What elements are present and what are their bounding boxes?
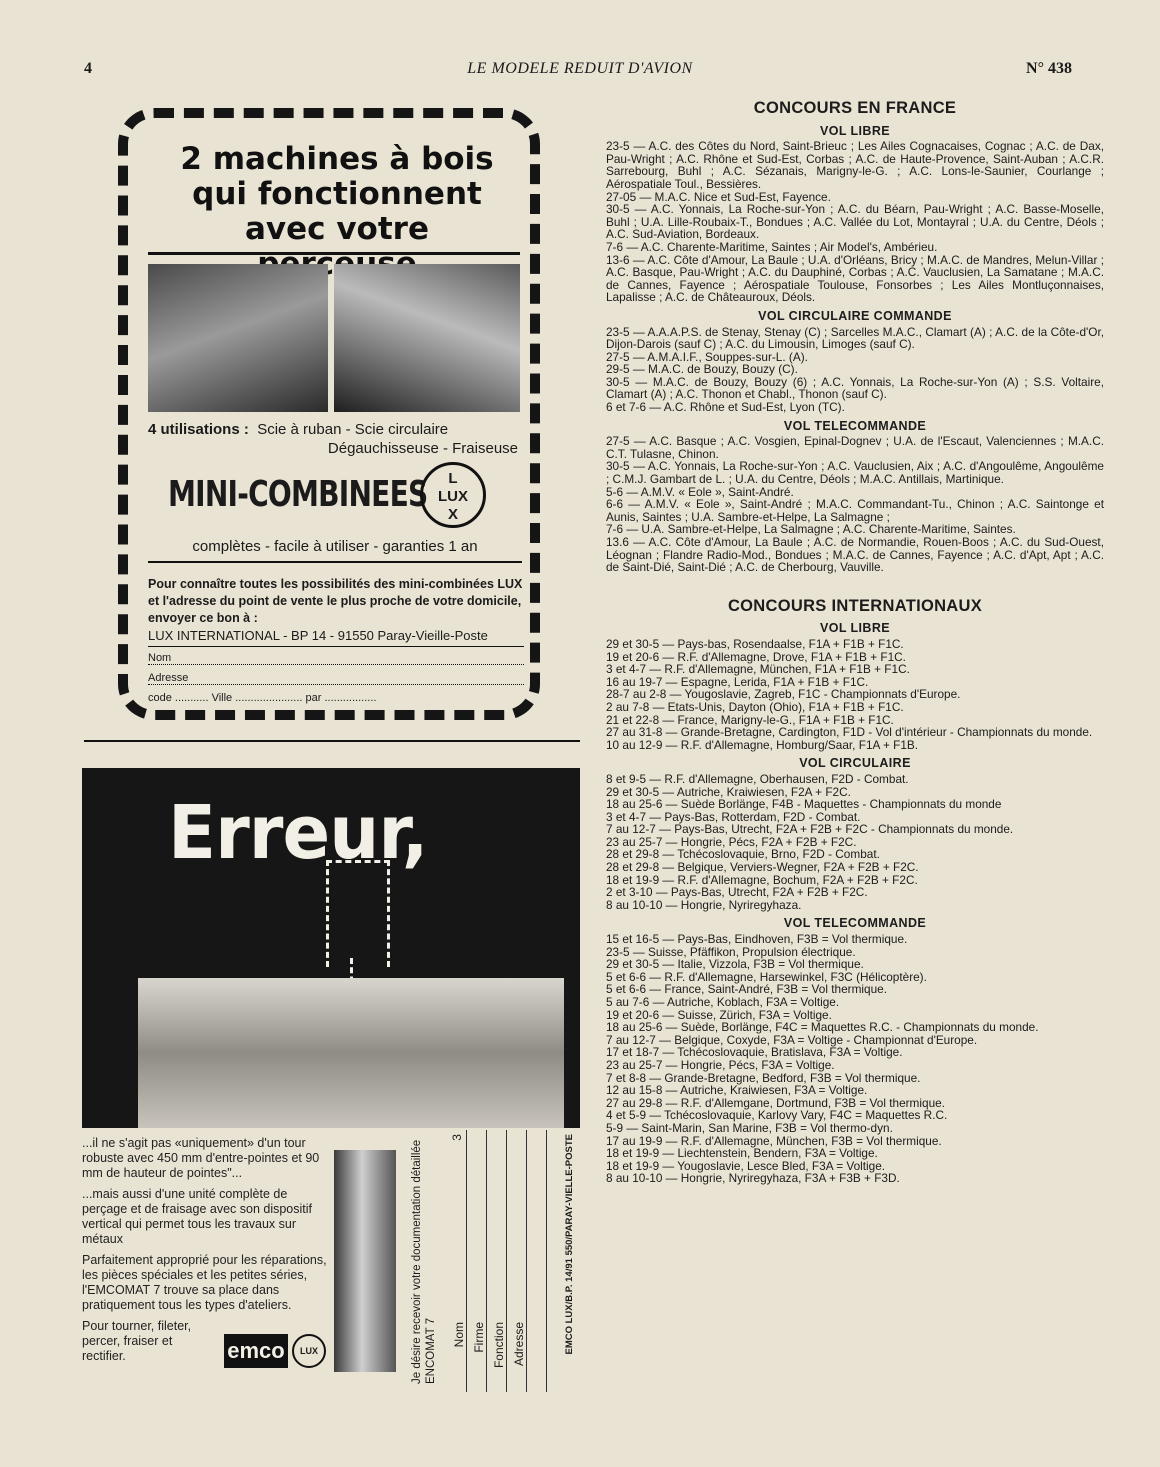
coupon-request: Je désire recevoir votre documentation détaillée ENCOMAT 7 bbox=[411, 1139, 437, 1384]
list-item: 27 au 31-8 — Grande-Bretagne, Cardington, F1D - Vol d'intérieur - Championnats du monde. bbox=[606, 725, 1093, 740]
ad-separator bbox=[84, 740, 580, 742]
list-item: 13-6 — A.C. Côte d'Amour, La Baule ; U.A. d'Orléans, Bricy ; M.A.C. de Mandres, Melun-Villar ; A.C. Basque, Pau-Wright ; A.C. du Dauphiné, Corbas ; A.C. Vauclusien, La Samatane ; M.A.C. de Cannes, Fayence ; Aérospatiale Toulouse, Fonsorbes ; Les Ailes Montluçonnaises, Lapalisse ; A.C. de Châteauroux, Déols. bbox=[606, 252, 1104, 305]
list-item: 23-5 — A.C. des Côtes du Nord, Saint-Brieuc ; Les Ailes Cognacaises, Cognac ; A.C. de Dax, Pau-Wright ; A.C. Rhône et Sud-Est, Corbas ; A.C. de Haute-Provence, Saint-Auban ; A.C.R. Sarrebourg, Buhl ; A.C. Sézanais, Marigny-le-G. ; A.C. Lons-le-Saunier, Courlange ; Aérospatiale Toul., Bessières. bbox=[606, 139, 1104, 191]
list-item: 8 et 9-5 — R.F. d'Allemagne, Oberhausen, F2D - Combat. bbox=[606, 771, 909, 786]
list-item: 18 au 25-6 — Suède Borlänge, F4B - Maquettes - Championnats du monde bbox=[606, 797, 1002, 812]
list-item: 6-6 — A.M.V. « Eole », Saint-André ; M.A.C. Commandant-Tu., Chinon ; A.C. Saintonge et Aunis, Saintes ; U.A. Sambre-et-Helpe, La Salmagne ; bbox=[606, 497, 1104, 524]
section-heading: VOL LIBRE bbox=[819, 123, 891, 138]
emco-logo: emco bbox=[224, 1334, 288, 1368]
list-item: 8 au 10-10 — Hongrie, Nyriregyhaza, F3A + F3B + F3D. bbox=[606, 1171, 900, 1186]
list-item: 6 et 7-6 — A.C. Rhône et Sud-Est, Lyon (TC). bbox=[606, 400, 845, 415]
list-item: 28-7 au 2-8 — Yougoslavie, Zagreb, F1C - Championnats d'Europe. bbox=[606, 687, 961, 702]
list-item: 10 au 12-9 — R.F. d'Allemagne, Homburg/Saar, F1A + F1B. bbox=[606, 737, 919, 752]
list-item: 7-6 — A.C. Charente-Maritime, Saintes ; Air Model's, Ambérieu. bbox=[606, 239, 938, 254]
list-item: 29 et 30-5 — Pays-bas, Rosendaalse, F1A + F1B + F1C. bbox=[606, 636, 904, 651]
coupon-field-nom: Nom bbox=[148, 652, 524, 665]
features-line: complètes - facile à utiliser - garanties 1 an bbox=[148, 538, 522, 563]
list-item: 15 et 16-5 — Pays-Bas, Eindhoven, F3B = Vol thermique. bbox=[606, 932, 908, 947]
list-item: 27 au 29-8 — R.F. d'Allemgane, Dortmund, F3B = Vol thermique. bbox=[606, 1095, 945, 1110]
list-item: 30-5 — A.C. Yonnais, La Roche-sur-Yon ; A.C. du Béarn, Pau-Wright ; A.C. Basse-Moselle, Buhl ; U.A. Lille-Roubaix-T., Bondues ; A.C. Vallée du Lot, Montayral ; U.A. du Centre, Déols ; A.C. Sud-Aviation, Bordeaux. bbox=[606, 202, 1104, 242]
coupon-line bbox=[526, 1130, 527, 1392]
coupon-info: Pour connaître toutes les possibilités des mini-combinées LUX et l'adresse du point de vente le plus proche de votre domicile, envoyer ce bon à : bbox=[148, 577, 523, 625]
list-item: 27-05 — M.A.C. Nice et Sud-Est, Fayence. bbox=[606, 189, 831, 204]
section-heading: VOL CIRCULAIRE bbox=[799, 756, 911, 771]
list-item: 30-5 — A.C. Yonnais, La Roche-sur-Yon ; A.C. Vauclusien, Aix ; A.C. d'Angoulême, Angoulême ; C.M.J. Gambart de L. ; U.A. du Centre, Déols ; M.A.C. Antillais, Martinique. bbox=[606, 459, 1104, 487]
list-item: 28 et 29-8 — Tchécoslovaquie, Brno, F2D - Combat. bbox=[606, 847, 880, 862]
list-item: 19 et 20-6 — R.F. d'Allemagne, Drove, F1A + F1B + F1C. bbox=[606, 649, 906, 664]
lux-headline: 2 machines à bois qui fonctionnent avec votre bbox=[180, 141, 494, 247]
field-adresse: Adresse bbox=[512, 1322, 526, 1367]
list-item: 12 au 15-8 — Autriche, Kraiwiesen, F3A = Voltige. bbox=[606, 1083, 868, 1098]
milling-unit-photo bbox=[334, 1150, 396, 1372]
section-heading: VOL TELECOMMANDE bbox=[783, 418, 927, 433]
list-item: 17 et 18-7 — Tchécoslovaquie, Bratislava, F3A = Voltige. bbox=[606, 1045, 903, 1060]
section-heading: VOL TELECOMMANDE bbox=[783, 916, 927, 931]
list-item: 23 au 25-7 — Hongrie, Pécs, F3A = Voltige. bbox=[606, 1057, 835, 1072]
international-title: CONCOURS INTERNATIONAUX bbox=[727, 596, 983, 615]
list-item: 21 et 22-8 — France, Marigny-le-G., F1A + F1B + F1C. bbox=[606, 712, 894, 727]
list-item: 18 au 25-6 — Suède, Borlänge, F4C = Maquettes R.C. - Championnats du monde. bbox=[606, 1020, 1039, 1035]
emco-body-text: ...il ne s'agit pas «uniquement» d'un tour robuste avec 450 mm d'entre-pointes et 90 mm de hauteur de pointes"... ...mais aussi d'une unité complète de perçage et de fraisage avec son dispositif vertical qui permet tous les travaux sur métaux Parfaitement approprié pour les réparations, les pièces spéciales et les petites séries, l'EMCOMAT 7 trouve sa place dans pratiquement tous les types d'ateliers. Pour tourner, fileter, percer, fraiser et rectifier. bbox=[82, 1136, 327, 1363]
list-item: 5-9 — Saint-Marin, San Marine, F3B = Vol thermo-dyn. bbox=[606, 1120, 893, 1135]
list-item: 2 au 7-8 — Etats-Unis, Dayton (Ohio), F1A + F1B + F1C. bbox=[606, 699, 904, 714]
list-item: 8 au 10-10 — Hongrie, Nyriregyhaza. bbox=[606, 897, 802, 912]
list-item: 27-5 — A.C. Basque ; A.C. Vosgien, Epinal-Dognev ; U.A. de l'Escaut, Valenciennes ; M.A.C. C.T. Tulasne, Chinon. bbox=[606, 434, 1104, 461]
list-item: 13.6 — A.C. Côte d'Amour, La Baule ; A.C. de Normandie, Rouen-Boos ; A.C. du Sud-Ouest, Léognan ; Flandre Radio-Mod., Bondues ; M.A.C. de Cannes, Fayence ; A.C. d'Apt, Apt ; A.C. de Saint-Dié, Saint-Dié ; A.C. de Cherbourg, Vauville. bbox=[606, 535, 1104, 575]
lux-small-logo: LUX bbox=[292, 1334, 326, 1368]
coupon-line bbox=[466, 1130, 467, 1392]
emco-photo-panel bbox=[82, 768, 580, 1128]
france-title: CONCOURS EN FRANCE bbox=[753, 99, 957, 117]
magazine-title: LE MODELE REDUIT D'AVION bbox=[467, 60, 693, 77]
coupon-field-code: code ........... Ville ...................... par ................. bbox=[148, 692, 377, 704]
section-heading: VOL CIRCULAIRE COMMANDE bbox=[758, 308, 952, 323]
page-number: 4 bbox=[84, 60, 92, 77]
lux-advertisement bbox=[118, 108, 540, 720]
emco-headline: Erreur, bbox=[168, 790, 428, 876]
list-item: 2 et 3-10 — Pays-Bas, Utrecht, F2A + F2B + F2C. bbox=[606, 885, 868, 900]
list-item: 4 et 5-9 — Tchécoslovaquie, Karlovy Vary, F4C = Maquettes R.C. bbox=[606, 1108, 948, 1123]
coupon-line bbox=[546, 1130, 547, 1392]
coupon-field-adresse: Adresse bbox=[148, 672, 524, 685]
list-item: 5 au 7-6 — Autriche, Koblach, F3A = Voltige. bbox=[606, 995, 840, 1009]
list-item: 30-5 — M.A.C. de Bouzy, Bouzy (6) ; A.C. Yonnais, La Roche-sur-Yon (A) ; S.S. Voltaire, Clamart (A) ; A.C. Thonon et Chabl., Thonon (sauf C). bbox=[606, 374, 1104, 402]
list-item: 3 et 4-7 — R.F. d'Allemagne, München, F1A + F1B + F1C. bbox=[606, 662, 910, 677]
list-item: 18 et 19-9 — R.F. d'Allemagne, Bochum, F2A + F2B + F2C. bbox=[606, 872, 918, 887]
list-item: 27-5 — A.M.A.I.F., Souppes-sur-L. (A). bbox=[606, 349, 808, 364]
list-item: 7 au 12-7 — Belgique, Coxyde, F3A = Voltige - Championnat d'Europe. bbox=[606, 1032, 978, 1047]
list-item: 28 et 29-8 — Belgique, Verviers-Wegner, F2A + F2B + F2C. bbox=[606, 860, 919, 875]
issue-number: N° 438 bbox=[1026, 60, 1072, 77]
list-item: 29 et 30-5 — Autriche, Kraiwiesen, F2A + F2C. bbox=[606, 784, 851, 799]
list-item: 5 et 6-6 — France, Saint-André, F3B = Vol thermique. bbox=[606, 982, 887, 997]
uses-text: 4 utilisations : Scie à ruban - Scie circulaire Dégauchisseuse - Fraiseuse bbox=[148, 421, 518, 457]
brand-name: MINI-COMBINEES bbox=[168, 474, 428, 515]
list-item: 7-6 — U.A. Sambre-et-Helpe, La Salmagne ; A.C. Charente-Maritime, Saintes. bbox=[606, 522, 1016, 537]
contest-listings bbox=[606, 96, 1104, 1185]
planer-photo bbox=[334, 264, 520, 412]
list-item: 3 et 4-7 — Pays-Bas, Rotterdam, F2D - Combat. bbox=[606, 809, 861, 824]
lux-logo: L LUX X bbox=[420, 462, 486, 528]
lathe-photo bbox=[138, 978, 564, 1128]
page-header bbox=[0, 60, 1160, 84]
list-item: 29-5 — M.A.C. de Bouzy, Bouzy (C). bbox=[606, 362, 798, 377]
list-item: 17 au 19-9 — R.F. d'Allemagne, München, F3B = Vol thermique. bbox=[606, 1133, 942, 1148]
field-fonction: Fonction bbox=[492, 1322, 506, 1369]
emco-coupon bbox=[404, 1130, 580, 1392]
divider bbox=[148, 252, 520, 255]
dashed-path bbox=[326, 860, 390, 967]
coupon-number: 3 bbox=[450, 1134, 464, 1141]
list-item: 16 au 19-7 — Espagne, Lerida, F1A + F1B + F1C. bbox=[606, 674, 869, 689]
emco-side-address: EMCO LUX/B.P. 14/91 550/PARAY-VIELLE-POSTE bbox=[564, 1134, 575, 1355]
list-item: 19 et 20-6 — Suisse, Zürich, F3A = Voltige. bbox=[606, 1007, 832, 1022]
coupon-line bbox=[486, 1130, 487, 1392]
section-heading: VOL LIBRE bbox=[819, 621, 891, 636]
list-item: 7 au 12-7 — Pays-Bas, Utrecht, F2A + F2B + F2C - Championnats du monde. bbox=[606, 822, 1014, 837]
field-firme: Firme bbox=[472, 1322, 486, 1353]
list-item: 5-6 — A.M.V. « Eole », Saint-André. bbox=[606, 484, 794, 499]
list-item: 5 et 6-6 — R.F. d'Allemagne, Harsewinkel, F3C (Hélicoptère). bbox=[606, 969, 927, 984]
bandsaw-photo bbox=[148, 264, 328, 412]
list-item: 18 et 19-9 — Liechtenstein, Bendern, F3A = Voltige. bbox=[606, 1146, 878, 1161]
list-item: 23 au 25-7 — Hongrie, Pécs, F2A + F2B + F2C. bbox=[606, 834, 857, 849]
field-nom: Nom bbox=[452, 1322, 466, 1348]
list-item: 7 et 8-8 — Grande-Bretagne, Bedford, F3B = Vol thermique. bbox=[606, 1070, 921, 1085]
list-item: 23-5 — A.A.A.P.S. de Stenay, Stenay (C) ; Sarcelles M.A.C., Clamart (A) ; A.C. de la Côte-d'Or, Dijon-Darois (sauf C) ; A.C. du Limousin, Limoges (sauf C). bbox=[606, 324, 1104, 352]
list-item: 18 et 19-9 — Yougoslavie, Lesce Bled, F3A = Voltige. bbox=[606, 1158, 886, 1173]
coupon-line bbox=[506, 1130, 507, 1392]
coupon-address: LUX INTERNATIONAL - BP 14 - 91550 Paray-Vieille-Poste bbox=[148, 628, 524, 647]
list-item: 23-5 — Suisse, Pfäffikon, Propulsion électrique. bbox=[606, 944, 856, 959]
list-item: 29 et 30-5 — Italie, Vizzola, F3B = Vol thermique. bbox=[606, 957, 864, 972]
